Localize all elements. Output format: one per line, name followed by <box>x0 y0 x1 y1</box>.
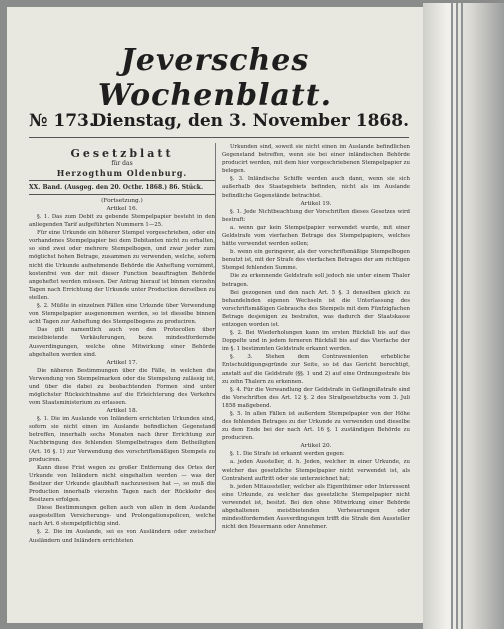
paragraph: a. wenn gar kein Stempelpapier verwendet wurde, mit einer Geldstrafe vom vierfachen Betrage des Stempelpapiers, welches hätte verwendet werden sollen; <box>222 224 410 248</box>
paragraph: a. jeden Aussteller, d. h. Jeden, welcher in einer Urkunde, zu welcher das gesetzliche Stempelpapier nicht verwendet ist, als Contrahent auftritt oder sie unterzeichnet hat; <box>222 459 410 482</box>
page-edge-line <box>461 3 463 629</box>
issue-line <box>29 111 409 138</box>
paragraph: §. 2. Müßte in einzelnen Fällen eine Urkunde über Verwendung von Stempelpapier ausgenommen werden, so ist dieselbe binnen acht Tagen zur Anheftung des Stempelbogens zu produciren. <box>29 303 215 326</box>
section-heading: (Fortsetzung.) <box>101 198 143 204</box>
paragraph: §. 5. In allen Fällen ist außerdem Stempelpapier von der Höhe des fehlenden Betrages zu der Urkunde zu verwenden und dieselbe zu dem Ende bei der nach Art. 16 §. 1 zuständigen Behörde zu produciren. <box>222 411 410 442</box>
divider <box>29 180 215 181</box>
paragraph: §. 1. Jede Nichtbeachtung der Vorschriften dieses Gesetzes wird bestraft: <box>222 208 410 223</box>
book-binding-edge <box>423 3 504 629</box>
paragraph: b. jeden Mitaussteller, welcher als Eigenthümer oder Interessent eine Urkunde, zu welcher das gesetzliche Stempelpapier nicht verwendet ist, besitzt. Bei den ohne Mitwirkung einer Behörde abgehaltenen meistbietenden Verheuerungen oder mindestfordernden Ausverdingungen trifft die Strafe den Aussteller nicht den Heuermann oder Annehmer. <box>222 483 410 531</box>
section-heading: Artikel 17. <box>106 359 138 366</box>
paragraph: §. 1. Das zum Debit zu gebende Stempelpapier besteht in den anliegenden Tarif aufgeführten Nummern 1—25. <box>29 214 215 229</box>
left-column-text <box>29 197 215 545</box>
paragraph: b. wenn ein geringerer, als der vorschriftsmäßige Stempelbogen benutzt ist, mit der Strafe des vierfachen Betrages der am richtigen Stempel fehlenden Summe. <box>222 249 410 272</box>
issue-date: Dienstag, den 3. November 1868. <box>91 111 409 131</box>
gesetzblatt-for: für das <box>111 160 133 167</box>
page-edge-line <box>456 3 458 629</box>
paragraph: Urkunden sind, soweit sie nicht einen im Auslande befindlichen Gegenstand betreffen, wenn sie bei einer inländischen Behörde producirt werden, mit dem hier vorgeschriebenen Stempelpapier zu belegen. <box>222 144 410 175</box>
section-heading: Artikel 19. <box>300 200 332 207</box>
gesetzblatt-name: Herzogthum Oldenburg. <box>56 168 188 178</box>
paragraph: Die näheren Bestimmungen über die Fälle, in welchen die Verwendung von Stempelmarken oder die Stempelung zulässig ist, und über die dabei zu beobachtenden Formen sind unter möglichster Rücksichtnahme auf die Erleichterung des Verkehrs vom Staatsministerium zu erlassen. <box>29 367 215 407</box>
paragraph: Die zu erkennende Geldstrafe soll jedoch nie unter einem Thaler betragen. <box>222 273 410 288</box>
section-heading: Artikel 16. <box>106 206 138 212</box>
paragraph: Für eine Urkunde ein höherer Stempel vorgeschrieben, oder ein vorhandenes Stempelpapier bei dem Debitanten nicht zu erhalten, so sind zwei oder mehrere Stempelbogen, und zwar jeder zum möglichst hohen Betrage, zusammen zu verwenden, welche, sofern nicht die Urkunde aufnehmende Behörde die Anheftung vornimmt, kostenfrei von der mit dieser Function beauftragten Behörde angeheftet werden müssen. Der Antrag hierauf ist binnen vierzehn Tagen nach Errichtung der Urkunde unter Production derselben zu stellen. <box>29 230 215 301</box>
paragraph: Diese Bestimmungen gelten auch von allen in dem Auslande ausgestellten Versicherungs- und Prolongationspolicen, welche nach Art. 6 stempelpflichtig sind. <box>29 505 215 528</box>
paragraph: Kann diese Frist wegen zu großer Entfernung des Ortes der Urkunde von Inländern nicht eingehalten werden — was der Besitzer der Urkunde glaubhaft nachzuweisen hat —, so muß die Production innerhalb vierzehn Tagen nach der Rückkehr des Besitzers erfolgen. <box>29 464 215 504</box>
paragraph: Das gilt namentlich auch von den Protocollen über meistbietende Verkäuferungen, bezw. mindestfordernde Ausverdingungen, welche ohne Mitwirkung einer Behörde abgehalten werden sind. <box>29 327 215 358</box>
band-line: XX. Band. (Ausgeg. den 20. Octbr. 1868.) 86. Stück. <box>29 184 204 191</box>
paragraph: §. 1. Die im Auslande von Inländern errichteten Urkunden sind, sofern sie nicht einen im Auslande befindlichen Gegenstand betreffen, innerhalb sechs Monaten nach ihrer Errichtung zur Nachbringung des fehlenden Stempelbetrages dem Betheiligten (Art. 16 §. 1) zur Verwendung des vorschriftsmäßigen Stempels zu produciren. <box>29 416 215 463</box>
masthead-title: Jeversches Wochenblatt. <box>97 43 333 113</box>
paragraph: §. 1. Die Strafe ist erkannt werden gegen: <box>230 451 345 458</box>
paragraph: §. 4. Für die Verwandlung der Geldstrafe in Gefängnißstrafe sind die Vorschriften des Art. 12 §. 2 des Strafgesetzbuchs vom 3. Juli 1858 maßgebend. <box>222 386 410 409</box>
section-heading: Artikel 20. <box>300 443 332 450</box>
page-edge-line <box>451 3 453 629</box>
paragraph: Bei gezogenen und den nach Art. 5 §. 3 denselben gleich zu behandelnden eigenen Wechseln ist die Unterlassung des vorschriftsmäßigen Gebrauchs des Stempels mit dem Fünfzigfachen Betrage desjenigen zu bestrafen, was dadurch der Staatskasse entzogen worden ist. <box>222 289 410 328</box>
section-heading: Artikel 18. <box>106 408 138 415</box>
right-column-text <box>222 143 410 531</box>
divider <box>29 194 215 195</box>
paragraph: §. 2. Bei Wiederholungen kann im ersten Rückfall bis auf das Doppelte und in jedem ferneren Rückfall bis auf das Vierfache der im §. 1 bestimmten Geldstrafe erkannt werden. <box>222 330 410 353</box>
issue-number: № 173. <box>29 111 95 131</box>
gesetzblatt-title: Gesetzblatt <box>70 147 174 160</box>
newspaper-page <box>7 7 423 623</box>
paragraph: §. 3. Stehen dem Contravenienten erhebliche Entschuldigungsgründe zur Seite, so ist das Gericht berechtigt, anstatt auf die Geldstrafe (§§. 1 und 2) auf eine Ordnungsstrafe bis zu zehn Thalern zu erkennen. <box>222 354 410 385</box>
paragraph: §. 3. Inländische Schiffe werden auch dann, wenn sie sich außerhalb des Staatsgebiets befinden, nicht als im Auslande befindliche Gegenstände betrachtet. <box>222 176 410 199</box>
right-column <box>215 143 410 531</box>
left-column <box>29 143 215 545</box>
paragraph: §. 2. Die im Auslande, sei es von Ausländern oder zwischen Ausländern und Inländern errichteten <box>29 529 215 544</box>
